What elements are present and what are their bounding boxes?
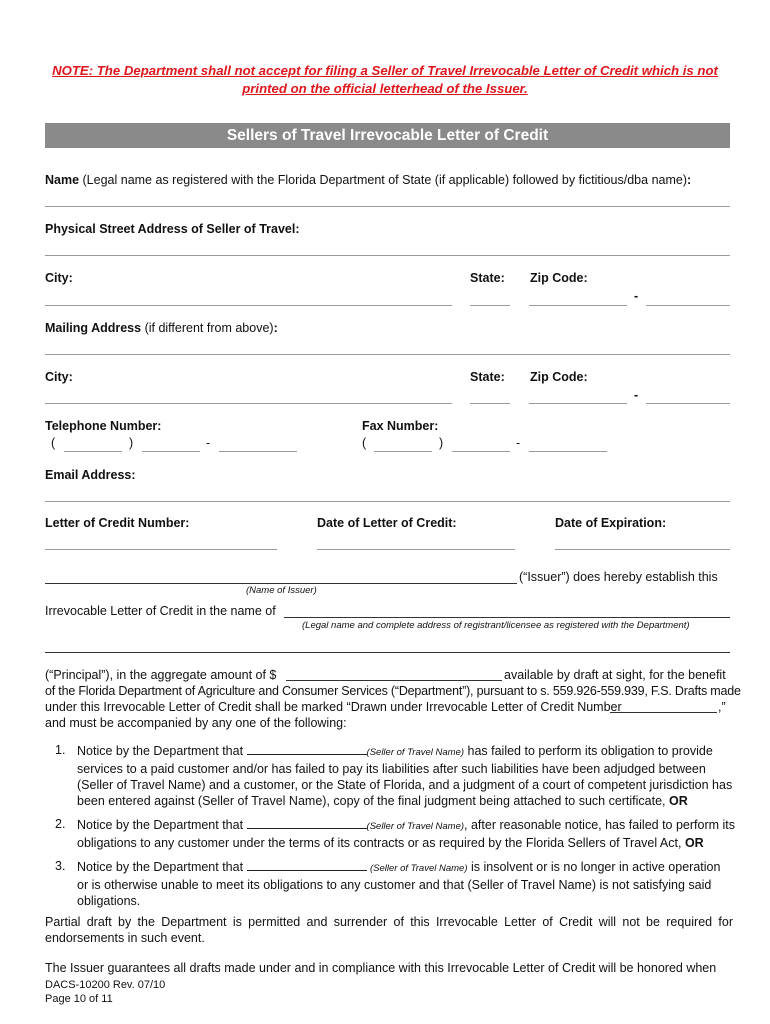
- fax-label: Fax Number:: [362, 419, 439, 433]
- expiration-label: Date of Expiration:: [555, 516, 667, 530]
- loc-number-label: Letter of Credit Number:: [45, 516, 190, 530]
- item-pre: Notice by the Department that: [77, 860, 247, 874]
- fax-paren-close: ): [439, 436, 444, 450]
- zip-dash: -: [634, 289, 639, 303]
- name-field-line[interactable]: [45, 206, 730, 207]
- name-label-colon: :: [687, 173, 692, 187]
- item-rest: is insolvent or is no longer in active operation or is otherwise unable to meet its obligations to any customer and that (Seller of Travel Name) is not satisfying said obligations.: [77, 860, 721, 908]
- item-pre: Notice by the Department that: [77, 818, 247, 832]
- loc-number-draft-field[interactable]: [610, 712, 717, 713]
- page-number: Page 10 of 11: [45, 993, 113, 1005]
- name-label: [45, 173, 691, 187]
- list-item: [45, 742, 735, 809]
- item-or: OR: [684, 836, 704, 850]
- mailing-zip-label: Zip Code:: [530, 370, 588, 384]
- telephone-label: Telephone Number:: [45, 419, 162, 433]
- state-field-line[interactable]: [470, 305, 510, 306]
- partial-draft-paragraph: Partial draft by the Department is permitted and surrender of this Irrevocable Letter of Credit will not be required for endorsements in such event.: [45, 915, 733, 945]
- telephone-area-code-field[interactable]: [64, 451, 122, 452]
- mailing-label-hint: (if different from above): [141, 321, 274, 335]
- physical-address-field-line[interactable]: [45, 255, 730, 256]
- seller-name-tag: (Seller of Travel Name): [370, 863, 468, 874]
- mailing-zip-dash: -: [634, 388, 639, 402]
- mailing-label-colon: :: [273, 321, 278, 335]
- principal-text-a: (“Principal”), in the aggregate amount of $: [45, 668, 277, 682]
- email-field-line[interactable]: [45, 501, 730, 502]
- item-or: OR: [669, 794, 688, 808]
- fax-line-field[interactable]: [529, 451, 607, 452]
- principal-address-field[interactable]: [45, 652, 730, 653]
- seller-name-blank-1[interactable]: [247, 742, 367, 755]
- telephone-line-field[interactable]: [219, 451, 297, 452]
- city-field-line[interactable]: [45, 305, 452, 306]
- conditions-list: [45, 742, 735, 909]
- seller-name-blank-3[interactable]: [247, 858, 367, 871]
- physical-address-label: Physical Street Address of Seller of Travel:: [45, 222, 300, 236]
- telephone-paren-open: (: [51, 436, 56, 450]
- fax-dash: -: [516, 436, 521, 450]
- loc-date-label: Date of Letter of Credit:: [317, 516, 457, 530]
- telephone-prefix-field[interactable]: [142, 451, 200, 452]
- aggregate-amount-field[interactable]: [286, 680, 502, 681]
- letterhead-notice: NOTE: The Department shall not accept for filing a Seller of Travel Irrevocable Letter of Credit which is not printed on the official letterhead of the Issuer.: [52, 63, 718, 96]
- email-label: Email Address:: [45, 468, 136, 482]
- item-rest: , after reasonable notice, has failed to perform its obligations to any customer under the terms of its contracts or as required by the Florida Sellers of Travel Act,: [77, 818, 736, 850]
- mailing-state-label: State:: [470, 370, 505, 384]
- fax-paren-open: (: [362, 436, 367, 450]
- principal-line-1: [45, 667, 276, 683]
- principal-text-b: available by draft at sight, for the benefit: [504, 668, 726, 682]
- form-number: DACS-10200 Rev. 07/10: [45, 979, 166, 991]
- expiration-field-line[interactable]: [555, 549, 730, 550]
- irrevocable-in-name-text: Irrevocable Letter of Credit in the name of: [45, 604, 276, 618]
- item-number: 2.: [55, 817, 66, 831]
- seller-name-tag: (Seller of Travel Name): [366, 747, 465, 758]
- mailing-city-label: City:: [45, 370, 73, 384]
- fax-prefix-field[interactable]: [452, 451, 510, 452]
- issuer-caption: (Name of Issuer): [246, 585, 317, 596]
- seller-name-tag: (Seller of Travel Name): [366, 821, 465, 832]
- telephone-dash: -: [206, 436, 211, 450]
- item-rest: has failed to perform its obligation to provide services to a paid customer and/or has failed to pay its liabilities after such liabilities have been adjudged between (Seller of Travel Name) and a customer, or the State of Florida, and a judgment of a court of competent jurisdiction has been entered against (Seller of Travel Name), copy of the final judgment being attached to such certificate,: [77, 744, 733, 808]
- mailing-label-text: Mailing Address: [45, 321, 142, 335]
- mailing-zip-field-line[interactable]: [529, 403, 627, 404]
- list-item: [45, 858, 735, 909]
- mailing-zip-ext-field-line[interactable]: [646, 403, 730, 404]
- name-label-text: Name: [45, 173, 80, 187]
- zip-ext-field-line[interactable]: [646, 305, 730, 306]
- city-label: City:: [45, 271, 73, 285]
- mailing-state-field-line[interactable]: [470, 403, 510, 404]
- legal-name-caption: (Legal name and complete address of registrant/licensee as registered with the Department): [302, 620, 690, 631]
- mailing-address-label: [45, 321, 278, 335]
- item-pre: Notice by the Department that: [77, 744, 247, 758]
- form-title: Sellers of Travel Irrevocable Letter of Credit: [45, 123, 730, 148]
- name-label-hint: (Legal name as registered with the Florida Department of State (if applicable) followed by fictitious/dba name): [79, 173, 687, 187]
- item-number: 1.: [55, 743, 66, 757]
- issuer-text: (“Issuer”) does hereby establish this: [519, 570, 718, 584]
- state-label: State:: [470, 271, 505, 285]
- mailing-city-field-line[interactable]: [45, 403, 452, 404]
- footer: [45, 978, 165, 1006]
- principal-line-2: of the Florida Department of Agriculture and Consumer Services (“Department”), pursuant to s. 559.926-559.939, F.S. Drafts made: [45, 684, 741, 698]
- telephone-paren-close: ): [129, 436, 134, 450]
- seller-name-blank-2[interactable]: [247, 816, 367, 829]
- list-item: [45, 816, 735, 851]
- fax-area-code-field[interactable]: [374, 451, 432, 452]
- principal-line-3-end: ,”: [718, 700, 726, 714]
- item-number: 3.: [55, 859, 66, 873]
- principal-line-3: under this Irrevocable Letter of Credit shall be marked “Drawn under Irrevocable Letter of Credit Number: [45, 700, 622, 714]
- principal-name-field[interactable]: [284, 617, 730, 618]
- loc-number-field-line[interactable]: [45, 549, 277, 550]
- zip-field-line[interactable]: [529, 305, 627, 306]
- zip-label: Zip Code:: [530, 271, 588, 285]
- loc-date-field-line[interactable]: [317, 549, 515, 550]
- issuer-name-field[interactable]: [45, 583, 517, 584]
- principal-line-4: and must be accompanied by any one of the following:: [45, 716, 347, 730]
- mailing-address-field-line[interactable]: [45, 354, 730, 355]
- guarantee-paragraph: The Issuer guarantees all drafts made under and in compliance with this Irrevocable Letter of Credit will be honored when: [45, 961, 717, 975]
